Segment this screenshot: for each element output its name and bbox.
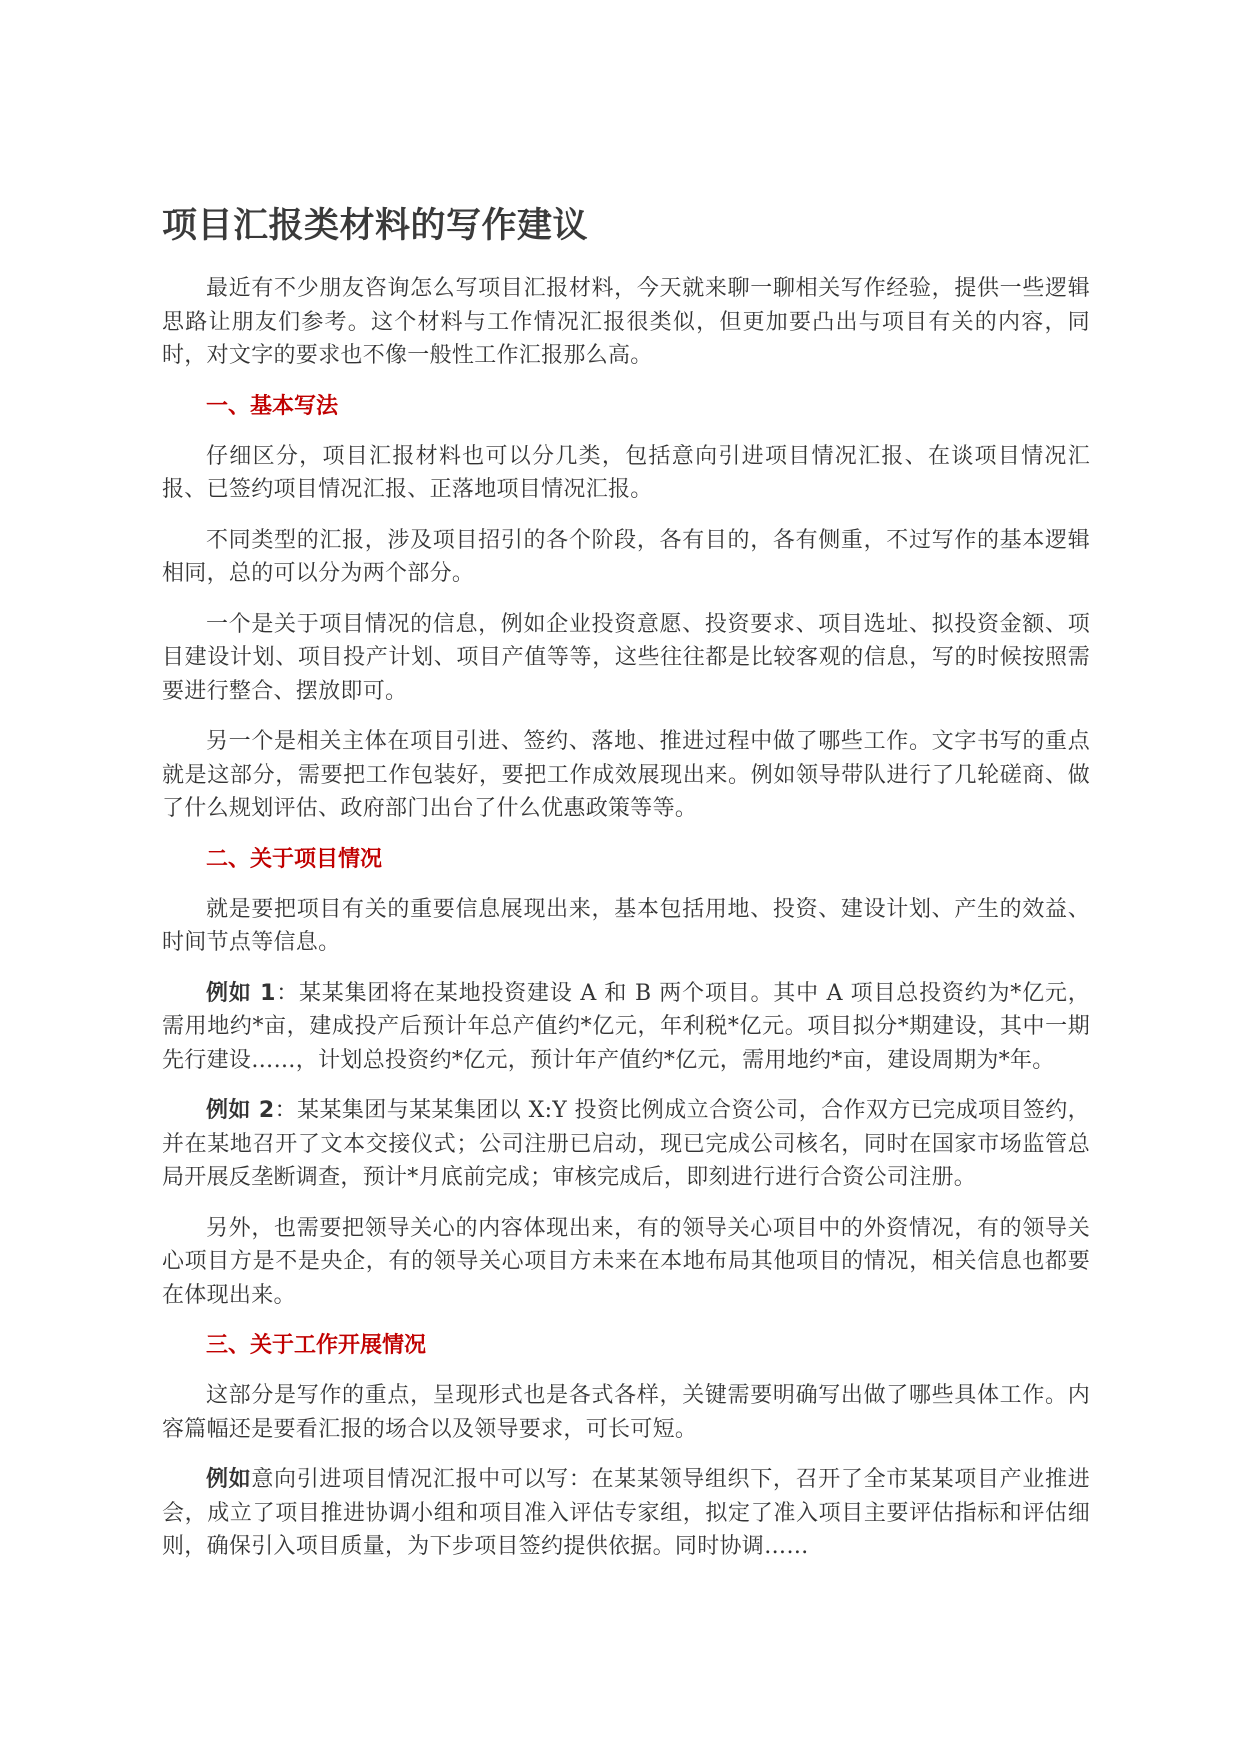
paragraph: 不同类型的汇报，涉及项目招引的各个阶段，各有目的，各有侧重，不过写作的基本逻辑相同，总的可以分为两个部分。 xyxy=(162,527,1090,586)
paragraph: 这部分是写作的重点，呈现形式也是各式各样，关键需要明确写出做了哪些具体工作。内容篇幅还是要看汇报的场合以及领导要求，可长可短。 xyxy=(162,1383,1090,1442)
paragraph: 另一个是相关主体在项目引进、签约、落地、推进过程中做了哪些工作。文字书写的重点就是这部分，需要把工作包装好，要把工作成效展现出来。例如领导带队进行了几轮磋商、做了什么规划评估、政府部门出台了什么优惠政策等等。 xyxy=(162,729,1090,821)
paragraph: 一个是关于项目情况的信息，例如企业投资意愿、投资要求、项目选址、拟投资金额、项目建设计划、项目投产计划、项目产值等等，这些往往都是比较客观的信息，写的时候按照需要进行整合、摆放即可。 xyxy=(162,611,1090,704)
example-text: ：某某集团将在某地投资建设 A 和 B 两个项目。其中 A 项目总投资约为*亿元，需用地约*亩，建成投产后预计年总产值约*亿元，年利税*亿元。项目拟分*期建设，其中一期先行建设……，计划总投资约*亿元，预计年产值约*亿元，需用地约*亩，建设周期为*年。 xyxy=(162,980,1090,1073)
example-label: 例如 2 xyxy=(206,1098,275,1123)
document-title: 项目汇报类材料的写作建议 xyxy=(162,206,589,246)
example-paragraph-3 xyxy=(162,1463,1090,1564)
section-heading-project-info: 二、关于项目情况 xyxy=(206,846,383,872)
section-heading-work-progress: 三、关于工作开展情况 xyxy=(206,1333,427,1358)
example-text: ：某某集团与某某集团以 X:Y 投资比例成立合资公司，合作双方已完成项目签约，并在某地召开了文本交接仪式；公司注册已启动，现已完成公司核名，同时在国家市场监管总局开展反垄断调查，预计*月底前完成；审核完成后，即刻进行进行合资公司注册。 xyxy=(162,1098,1090,1190)
document-page xyxy=(162,200,1090,1581)
example-paragraph-1 xyxy=(162,977,1090,1078)
example-text: 意向引进项目情况汇报中可以写：在某某领导组织下，召开了全市某某项目产业推进会，成立了项目推进协调小组和项目准入评估专家组，拟定了准入项目主要评估指标和评估细则，确保引入项目质量，为下步项目签约提供依据。同时协调…… xyxy=(162,1467,1090,1559)
paragraph: 仔细区分，项目汇报材料也可以分几类，包括意向引进项目情况汇报、在谈项目情况汇报、已签约项目情况汇报、正落地项目情况汇报。 xyxy=(162,443,1090,502)
section-heading-basic-method: 一、基本写法 xyxy=(206,393,339,419)
example-paragraph-2 xyxy=(162,1094,1090,1195)
example-label: 例如 xyxy=(206,1467,252,1492)
paragraph: 就是要把项目有关的重要信息展现出来，基本包括用地、投资、建设计划、产生的效益、时间节点等信息。 xyxy=(162,896,1090,955)
intro-paragraph: 最近有不少朋友咨询怎么写项目汇报材料，今天就来聊一聊相关写作经验，提供一些逻辑思路让朋友们参考。这个材料与工作情况汇报很类似，但更加要凸出与项目有关的内容，同时，对文字的要求也不像一般性工作汇报那么高。 xyxy=(162,276,1090,368)
paragraph: 另外，也需要把领导关心的内容体现出来，有的领导关心项目中的外资情况，有的领导关心项目方是不是央企，有的领导关心项目方未来在本地布局其他项目的情况，相关信息也都要在体现出来。 xyxy=(162,1215,1090,1308)
example-label: 例如 1 xyxy=(206,980,276,1006)
